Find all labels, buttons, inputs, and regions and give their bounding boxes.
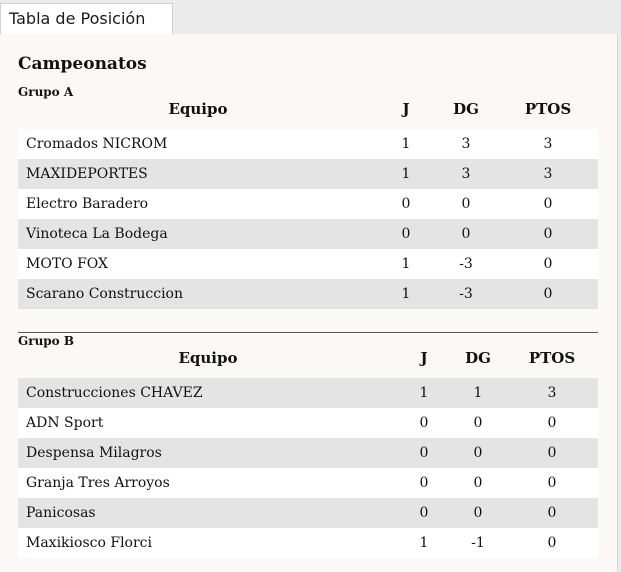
goal-difference: -1	[471, 535, 485, 551]
goal-difference: 1	[473, 385, 483, 401]
points: 0	[543, 286, 553, 302]
team-name: Despensa Milagros	[26, 445, 162, 461]
header-pts: PTOS	[524, 100, 572, 118]
games-played: 0	[419, 415, 429, 431]
group-label: Grupo B	[18, 334, 75, 348]
games-played: 1	[401, 136, 411, 152]
team-name: Electro Baradero	[26, 196, 149, 212]
points: 3	[543, 136, 553, 152]
header-team: Equipo	[178, 349, 238, 367]
points: 3	[547, 385, 557, 401]
team-name: MAXIDEPORTES	[26, 166, 148, 182]
games-played: 0	[401, 226, 411, 242]
points: 0	[547, 415, 557, 431]
points: 0	[547, 475, 557, 491]
standings-panel	[0, 34, 618, 572]
header-dg: DG	[453, 100, 479, 118]
goal-difference: 0	[473, 415, 483, 431]
header-j: J	[402, 100, 410, 118]
games-played: 1	[401, 256, 411, 272]
table-row	[18, 249, 598, 279]
points: 0	[543, 196, 553, 212]
games-played: 0	[419, 445, 429, 461]
points: 0	[547, 505, 557, 521]
header-j: J	[420, 349, 428, 367]
games-played: 1	[401, 166, 411, 182]
games-played: 0	[401, 196, 411, 212]
table-row	[18, 378, 598, 408]
team-name: Panicosas	[26, 505, 96, 521]
header-pts: PTOS	[528, 349, 576, 367]
games-played: 1	[401, 286, 411, 302]
goal-difference: 0	[461, 196, 471, 212]
group-b-rows	[18, 378, 598, 558]
team-name: ADN Sport	[26, 415, 104, 431]
team-name: MOTO FOX	[26, 256, 108, 272]
team-name: Granja Tres Arroyos	[26, 475, 170, 491]
table-row	[18, 189, 598, 219]
group-label: Grupo A	[18, 85, 74, 99]
goal-difference: -3	[459, 256, 473, 272]
tab-standings[interactable]	[0, 3, 173, 34]
table-row	[18, 528, 598, 558]
tab-label: Tabla de Posición	[9, 9, 146, 28]
table-row	[18, 159, 598, 189]
points: 0	[543, 226, 553, 242]
goal-difference: 0	[473, 505, 483, 521]
group-divider	[18, 332, 598, 333]
games-played: 0	[419, 475, 429, 491]
tab-bar	[0, 0, 621, 34]
goal-difference: 0	[461, 226, 471, 242]
team-name: Vinoteca La Bodega	[26, 226, 168, 242]
table-row	[18, 468, 598, 498]
games-played: 1	[419, 385, 429, 401]
games-played: 1	[419, 535, 429, 551]
goal-difference: 3	[461, 166, 471, 182]
goal-difference: 3	[461, 136, 471, 152]
section-title: Campeonatos	[18, 54, 147, 74]
table-row	[18, 438, 598, 468]
points: 0	[543, 256, 553, 272]
table-row	[18, 408, 598, 438]
header-team: Equipo	[168, 100, 228, 118]
header-dg: DG	[465, 349, 491, 367]
team-name: Construcciones CHAVEZ	[26, 385, 203, 401]
points: 0	[547, 535, 557, 551]
games-played: 0	[419, 505, 429, 521]
goal-difference: -3	[459, 286, 473, 302]
goal-difference: 0	[473, 445, 483, 461]
table-row	[18, 498, 598, 528]
team-name: Cromados NICROM	[26, 136, 168, 152]
table-row	[18, 129, 598, 159]
points: 0	[547, 445, 557, 461]
group-a-rows	[18, 129, 598, 309]
goal-difference: 0	[473, 475, 483, 491]
points: 3	[543, 166, 553, 182]
table-row	[18, 219, 598, 249]
team-name: Scarano Construccion	[26, 286, 183, 302]
table-row	[18, 279, 598, 309]
team-name: Maxikiosco Florci	[26, 535, 152, 551]
